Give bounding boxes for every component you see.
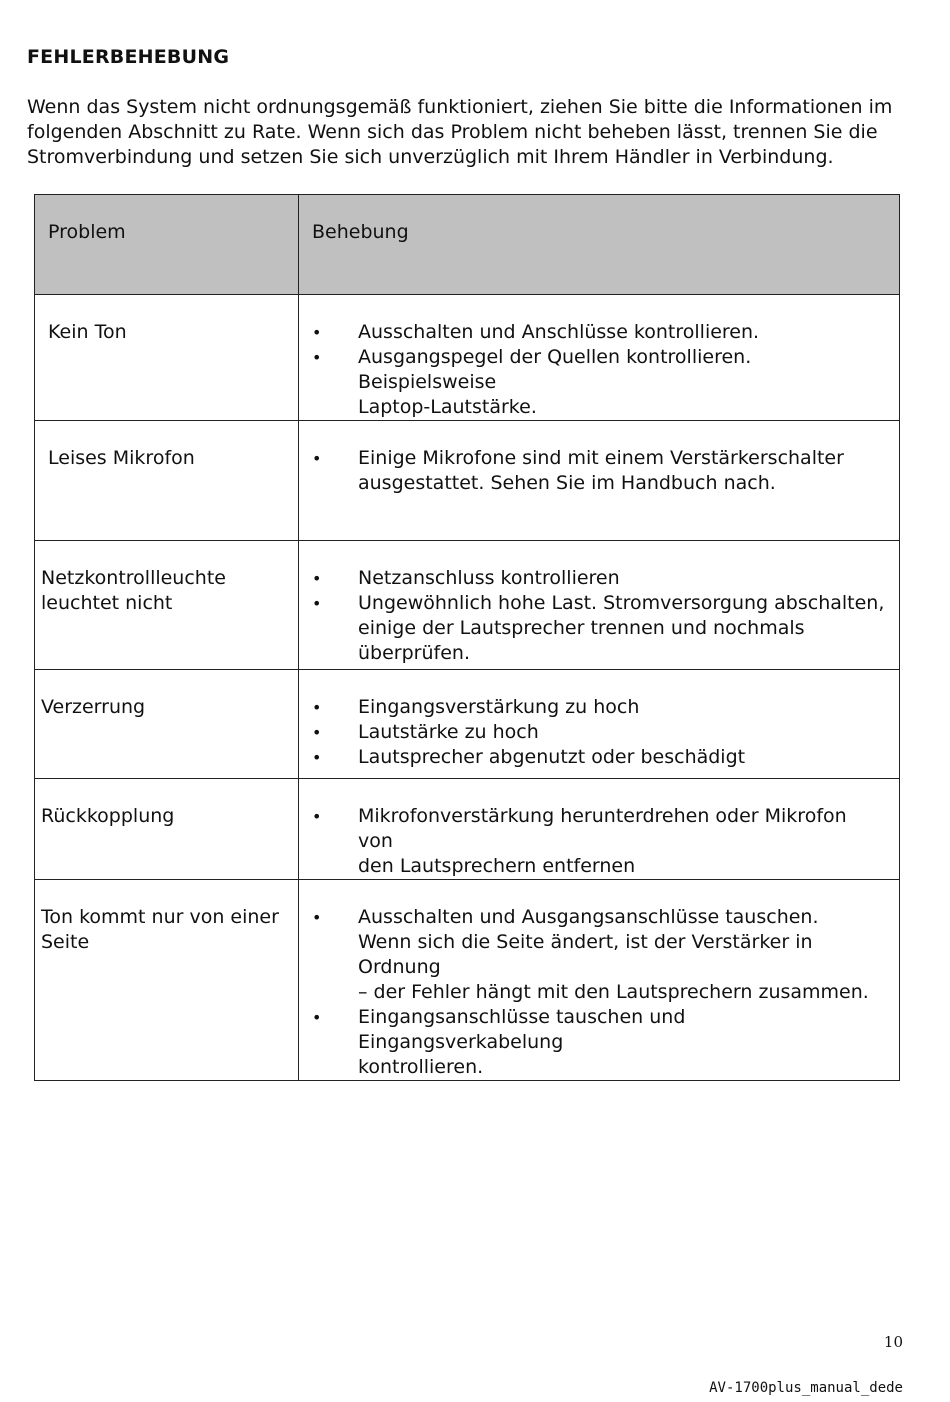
bullet-icon: • <box>312 723 322 742</box>
problem-cell <box>35 880 299 1081</box>
solution-line: überprüfen. <box>358 642 470 664</box>
solution-line: ausgestattet. Sehen Sie im Handbuch nach. <box>358 472 776 494</box>
table-header-row <box>35 195 900 295</box>
solution-line: Lautstärke zu hoch <box>358 721 539 743</box>
solution-cell <box>299 295 900 421</box>
solution-line: kontrollieren. <box>358 1056 484 1078</box>
intro-line: Wenn das System nicht ordnungsgemäß funktioniert, ziehen Sie bitte die Informationen im <box>27 96 893 118</box>
solution-line: Netzanschluss kontrollieren <box>358 567 620 589</box>
problem-text: Kein Ton <box>48 321 127 343</box>
solution-item <box>299 804 885 879</box>
solution-cell <box>299 541 900 670</box>
bullet-icon: • <box>312 1008 322 1027</box>
solution-item <box>299 720 885 745</box>
bullet-icon: • <box>312 323 322 342</box>
table-row <box>35 541 900 670</box>
bullet-icon: • <box>312 698 322 717</box>
solution-cell <box>299 880 900 1081</box>
solution-item <box>299 695 885 720</box>
solution-line: einige der Lautsprecher trennen und nochmals <box>358 617 805 639</box>
problem-text: Ton kommt nur von einer <box>41 906 279 928</box>
table-row <box>35 880 900 1081</box>
solution-list <box>299 670 899 770</box>
solution-line: Ungewöhnlich hohe Last. Stromversorgung abschalten, <box>358 592 885 614</box>
header-solution-label: Behebung <box>312 221 409 243</box>
problem-text: Verzerrung <box>41 696 146 718</box>
intro-paragraph <box>27 95 917 170</box>
bullet-icon: • <box>312 908 322 927</box>
solution-item <box>299 345 885 420</box>
bullet-icon: • <box>312 807 322 826</box>
problem-text: leuchtet nicht <box>41 592 173 614</box>
problem-text: Seite <box>41 931 90 953</box>
bullet-icon: • <box>312 594 322 613</box>
bullet-icon: • <box>312 569 322 588</box>
solution-item <box>299 566 885 591</box>
solution-list <box>299 295 899 420</box>
solution-line: Eingangsverstärkung zu hoch <box>358 696 640 718</box>
table-row <box>35 779 900 880</box>
page-number: 10 <box>883 1333 903 1351</box>
solution-list <box>299 880 899 1080</box>
problem-cell <box>35 779 299 880</box>
header-problem-label: Problem <box>48 221 126 243</box>
document-footer: AV-1700plus_manual_dede <box>709 1380 903 1396</box>
solution-line: Einige Mikrofone sind mit einem Verstärkerschalter <box>358 447 844 469</box>
solution-list <box>299 779 899 879</box>
problem-cell <box>35 670 299 779</box>
problem-text: Rückkopplung <box>41 805 175 827</box>
solution-line: Eingangsanschlüsse tauschen und Eingangsverkabelung <box>358 1006 686 1053</box>
solution-list <box>299 541 899 666</box>
solution-list <box>299 421 899 496</box>
solution-line: – der Fehler hängt mit den Lautsprechern zusammen. <box>358 981 869 1003</box>
header-solution <box>299 195 900 295</box>
page-heading: FEHLERBEHEBUNG <box>27 46 230 68</box>
problem-text: Netzkontrollleuchte <box>41 567 226 589</box>
bullet-icon: • <box>312 449 322 468</box>
solution-item <box>299 905 885 1005</box>
solution-line: Ausschalten und Ausgangsanschlüsse tauschen. <box>358 906 819 928</box>
solution-item <box>299 745 885 770</box>
solution-line: Mikrofonverstärkung herunterdrehen oder Mikrofon von <box>358 805 847 852</box>
solution-item <box>299 446 885 496</box>
solution-line: Lautsprecher abgenutzt oder beschädigt <box>358 746 746 768</box>
table-row <box>35 295 900 421</box>
troubleshooting-table <box>34 194 900 1081</box>
table-row <box>35 421 900 541</box>
table-row <box>35 670 900 779</box>
header-problem <box>35 195 299 295</box>
bullet-icon: • <box>312 348 322 367</box>
problem-text: Leises Mikrofon <box>48 447 195 469</box>
solution-item <box>299 1005 885 1080</box>
solution-line: den Lautsprechern entfernen <box>358 855 636 877</box>
intro-line: Stromverbindung und setzen Sie sich unverzüglich mit Ihrem Händler in Verbindung. <box>27 146 834 168</box>
solution-line: Ausschalten und Anschlüsse kontrollieren. <box>358 321 760 343</box>
intro-line: folgenden Abschnitt zu Rate. Wenn sich das Problem nicht beheben lässt, trennen Sie die <box>27 121 878 143</box>
solution-item <box>299 320 885 345</box>
solution-item <box>299 591 885 666</box>
problem-cell <box>35 295 299 421</box>
solution-line: Wenn sich die Seite ändert, ist der Verstärker in Ordnung <box>358 931 813 978</box>
solution-cell <box>299 421 900 541</box>
solution-cell <box>299 670 900 779</box>
problem-cell <box>35 541 299 670</box>
bullet-icon: • <box>312 748 322 767</box>
solution-line: Laptop-Lautstärke. <box>358 396 537 418</box>
problem-cell <box>35 421 299 541</box>
solution-line: Ausgangspegel der Quellen kontrollieren. Beispielsweise <box>358 346 752 393</box>
solution-cell <box>299 779 900 880</box>
